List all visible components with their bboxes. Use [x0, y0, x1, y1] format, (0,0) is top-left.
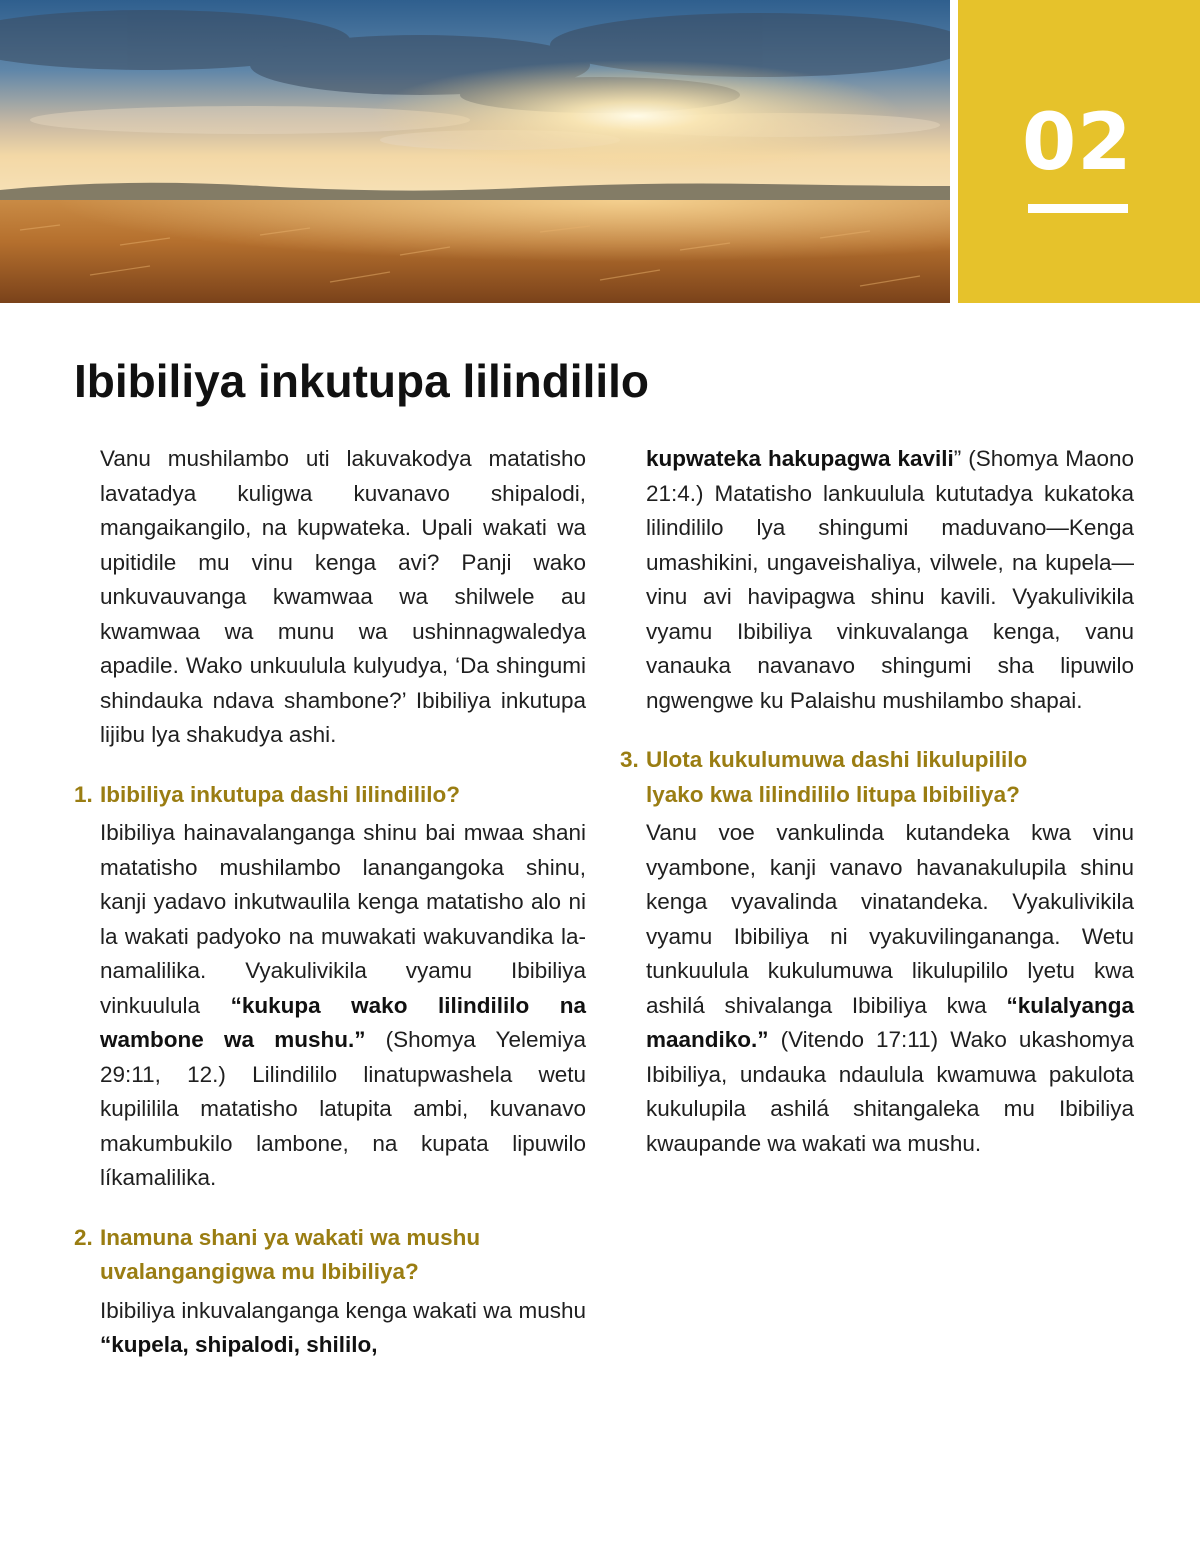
answer-2-quote-start: “kupela, shipalodi, shililo, — [100, 1332, 378, 1357]
question-2-heading — [74, 1221, 586, 1290]
question-3-text-line2: lyako kwa lilindililo litupa Ibibiliya? — [646, 781, 1020, 807]
question-2-text-line1: Inamuna shani ya wakati wa mushu — [100, 1224, 481, 1250]
question-1-number: 1. — [74, 781, 93, 807]
chapter-number: 02 — [1022, 98, 1133, 188]
question-3-number: 3. — [620, 747, 639, 772]
answer-2-text-a: Ibibiliya inkuvalanganga kenga wakati wa mushu — [100, 1297, 586, 1323]
question-1-heading — [74, 778, 586, 813]
wheat-field-sunset-photo — [0, 0, 950, 303]
answer-1-text-b: (Shomya Yelemiya 29:11, 12.) Lilindililo linatupwashela wetu kupililila matatisho latupita ambi, kuvanavo makumbukilo lambone, na kupata lipuwilo líkamalilika. — [100, 1027, 586, 1190]
header-photo — [0, 0, 950, 303]
question-1-text: Ibibiliya inkutupa dashi lilindililo? — [100, 781, 461, 807]
answer-2-paragraph-start — [74, 1294, 586, 1363]
answer-2-paragraph-continued — [620, 442, 1134, 718]
answer-1-text-a: Ibibiliya hainavalanganga shinu bai mwaa shani matatisho mushilambo lanangangoka shinu, kanji yadavo inkutwaulila kenga matatisho alo ni la wakati padyoko na muwakati wakuvandika lanamalilika. Vyakulivikila vyamu Ibibiliya vinkuulula — [100, 820, 586, 1018]
question-2-number: 2. — [74, 1224, 93, 1250]
question-3-text-line1: Ulota kukulumuwa dashi likulupililo — [646, 747, 1028, 772]
answer-2-quote-end: kupwateka hakupagwa kavili — [646, 446, 954, 471]
question-2-text-line2: uvalangangigwa mu Ibibiliya? — [100, 1259, 419, 1284]
answer-3-text-a: Vanu voe vankulinda kutandeka kwa vinu vyambone, kanji vanavo havanakulupila shinu kenga vyavalinda vinatandeka. Vyakulivikila vyamu Ibibiliya ni vyakuvilingananga. Wetu tunkuulula kukulumuwa likulupililo lyetu kwa ashilá shivalanga Ibibiliya kwa — [646, 820, 1134, 1018]
answer-1-quote: “kukupa wako lilindililo na wambone wa mushu.” — [100, 992, 586, 1052]
intro-paragraph: Vanu mushilambo uti lakuvakodya matatisho lavatadya kuligwa kuvanavo shipalodi, mangaikangilo, na kupwateka. Upali wakati wa upitidile mu vinu kenga avi? Panji wako unkuvauvanga kwamwaa wa shilwele au kwamwaa wa munu wa ushinnagwaledya apadile. Wako unkuulula kulyudya, ‘Da shingumi shindauka ndava shambone?’ Ibibiliya inkutupa lijibu lya shakudya ashi. — [100, 446, 586, 747]
page-title: Ibibiliya inkutupa lilindililo — [74, 355, 650, 407]
answer-3-quote: “kulalyanga maandiko.” — [646, 992, 1134, 1052]
question-3-heading — [620, 743, 1134, 812]
left-column — [74, 442, 586, 1363]
answer-3-paragraph — [620, 816, 1134, 1161]
answer-3-text-b: (Vitendo 17:11) Wako ukashomya Ibibiliya, undauka ndaulula kwamuwa pakulota kukulupila ashilá shitangaleka mu Ibibiliya kwaupande wa wakati wa mushu. — [646, 1027, 1134, 1156]
answer-2-text-b: ” (Shomya Maono 21:4.) Matatisho lankuulula kututadya kukatoka lilindililo lya shingumi maduvano—Kenga umashikini, ungaveishaliya, vilwele, na kupela—vinu avi havipagwa shinu kavili. Vyakulivikila vyamu Ibibiliya vinkuvalanga kenga, vanu vanauka navanavo shingumi sha lipuwilo ngwengwe ku Palaishu mushilambo shapai. — [646, 446, 1134, 713]
chapter-underline — [1028, 204, 1128, 213]
right-column — [620, 442, 1134, 1161]
answer-1-paragraph — [74, 816, 586, 1196]
